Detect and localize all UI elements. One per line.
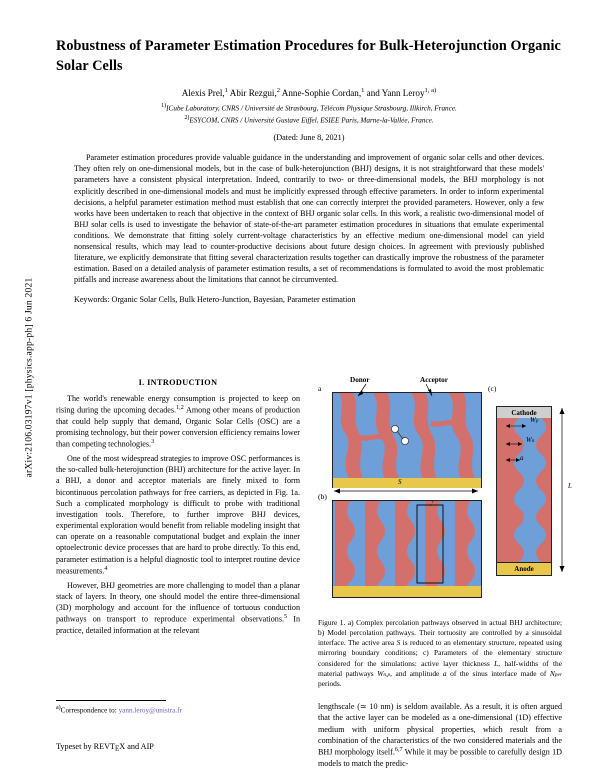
abstract: Parameter estimation procedures provide valuable guidance in the understanding and improvement of organic solar cells and other devices. They often rely on one-dimensional models, but in the case of bulk-heterojunction (BHJ) designs, it is not straightforward that these models' parameters have a consistent physical interpretation. Indeed, contrarily to two- or three-dimensional models, the BHJ morphology is not explicitly described in one-dimensional models and must be implicitly expressed through effective parameters. In order to inform experimental decisions, a helpful parameter estimation method must establish that one can correctly interpret the provided parameters. However, only a few works have been undertaken to reach that objective in the context of BHJ organic solar cells. In this work, a realistic two-dimensional model of BHJ solar cells is used to investigate the behavior of state-of-the-art parameter estimation procedures in situations that emulate experimental conditions. We demonstrate that fitting solely current-voltage characteristics by an effective medium one-dimensional model can yield nonsensical results, which may lead to counter-productive decisions about future design choices. In agreement with previously published literature, we explicitly demonstrate that fitting several characterization results together can drastically improve the robustness of the parameter estimation. Based on a detailed analysis of parameter estimation results, a set of recommendations is formulated to avoid the most problematic pitfalls and increase awareness about the limitations that cannot be circumvented. — [74, 153, 544, 285]
figure-label-anode: Anode — [496, 562, 552, 576]
figure-label-donor: Donor — [350, 376, 370, 384]
figure-panel-c — [496, 396, 572, 586]
figure-caption: Figure 1. a) Complex percolation pathways observed in actual BHJ architecture; b) Model percolation pathways. Their tortuosity are controlled by a sinusoidal interface. The active area S is reduced to an elementary structure, repeated using mirroring boundary conditions; c) Parameters of the elementary structure considered for the simulations: active layer thickness L, half-widths of the material pathways Wn,p, and amplitude a of the sinus interface made of Nper periods. — [318, 618, 562, 689]
section-heading-introduction: I. INTRODUCTION — [138, 378, 218, 387]
figure-label-L: L — [568, 482, 572, 490]
page-title: Robustness of Parameter Estimation Procedures for Bulk-Heterojunction Organic Solar Cells — [56, 38, 561, 75]
figure-label-cathode: Cathode — [496, 406, 552, 420]
correspondence-email-link[interactable]: yann.leroy@unistra.fr — [118, 706, 182, 715]
figure-zoom-connector — [418, 500, 504, 590]
figure-label-a: a — [520, 454, 524, 462]
figure-panel-label-a: a — [318, 384, 322, 393]
figure-leader-lines — [332, 382, 480, 398]
percolation-illustration-icon — [333, 393, 481, 479]
paragraph-3: However, BHJ geometries are more challenging to model than a planar stack of layers. In theory, one should model the entire three-dimensional (3D) morphology and account for the influence of tortuous conduction pathways on transport to reproduce experimental observations.$^5$ In practice, detailed information at the relevant — [56, 580, 300, 635]
figure-panel-label-b: (b) — [318, 492, 327, 501]
figure-panel-label-c: (c) — [488, 384, 497, 393]
figure-dimension-S — [332, 482, 480, 498]
figure-label-Wn: Wn — [526, 436, 535, 444]
figure-label-acceptor: Acceptor — [420, 376, 448, 384]
arxiv-stamp: arXiv:2106.03197v1 [physics.app-ph] 6 Jun 2021 — [23, 277, 35, 478]
paper-header — [56, 36, 562, 304]
typeset-line: Typeset by REVTEX and AIP — [56, 742, 154, 753]
paragraph-4: lengthscale (≃ 10 nm) is seldom available. As a result, it is often argued that the active layer can be modeled as a one-dimensional (1D) effective medium with uniform physical properties, which result from a combination of the characteristics of the two considered materials and the BHJ morphology itself.$^{6,7}$ While it may be possible to carefully design 1D models to match the predic- — [318, 702, 562, 768]
date-line: (Dated: June 8, 2021) — [273, 133, 345, 143]
figure-label-Wp: Wp — [530, 416, 539, 424]
affiliation-2: $^{2)}$ESYCOM, CNRS / Université Gustave Eiffel, ESIEE Paris, Marne-la-Vallée, France. — [184, 114, 434, 125]
author-list: Alexis Prel,$^1$ Abir Rezgui,$^2$ Anne-Sophie Cordan,$^1$ and Yann Leroy$^{1, a)}$ — [181, 87, 437, 99]
keywords: Keywords: Organic Solar Cells, Bulk Hetero-Junction, Bayesian, Parameter estimation — [74, 295, 356, 305]
column-right — [318, 372, 572, 772]
figure-label-S: S — [398, 478, 402, 486]
footnote-divider — [56, 700, 166, 701]
paragraph-1: The world's renewable energy consumption is projected to keep on rising during the upcoming decades.$^{1,2}$ Among other means of production that could help supply that demand, Organic Solar Cells (OSC) are a promising technology, but their power conversion efficiency remains lower than competing technologies.$^3$ — [56, 394, 300, 449]
figure-panel-a — [332, 392, 482, 480]
footnote-correspondence: $^{a)}$Correspondence to: yann.leroy@unistra.fr — [56, 705, 182, 715]
figure-dimension-L — [552, 406, 574, 576]
affiliation-1: $^{1)}$ICube Laboratory, CNRS / Université de Strasbourg, Télécom Physique Strasbourg, Illkirch, France. — [161, 103, 457, 113]
paragraph-2: One of the most widespread strategies to improve OSC performances is the so-called bulk-heterojunction (BHJ) architecture for the active layer. In a BHJ, a donor and acceptor materials are finely mixed to form bicontinuous percolation pathways for free carriers, as depicted in Fig. 1a. Such a complicated morphology is difficult to probe with traditional investigation tools. Therefore, to further improve BHJ devices, experimental exploration would benefit from reliable modeling insight that can operate on a reasonable computational budget and explain the inner optoelectronic device processes that are hard to probe directly. To this end, parameter estimation is a helpful diagnostic tool to interpret routine device measurements.$^4$ — [56, 454, 300, 576]
figure-1 — [318, 374, 572, 610]
